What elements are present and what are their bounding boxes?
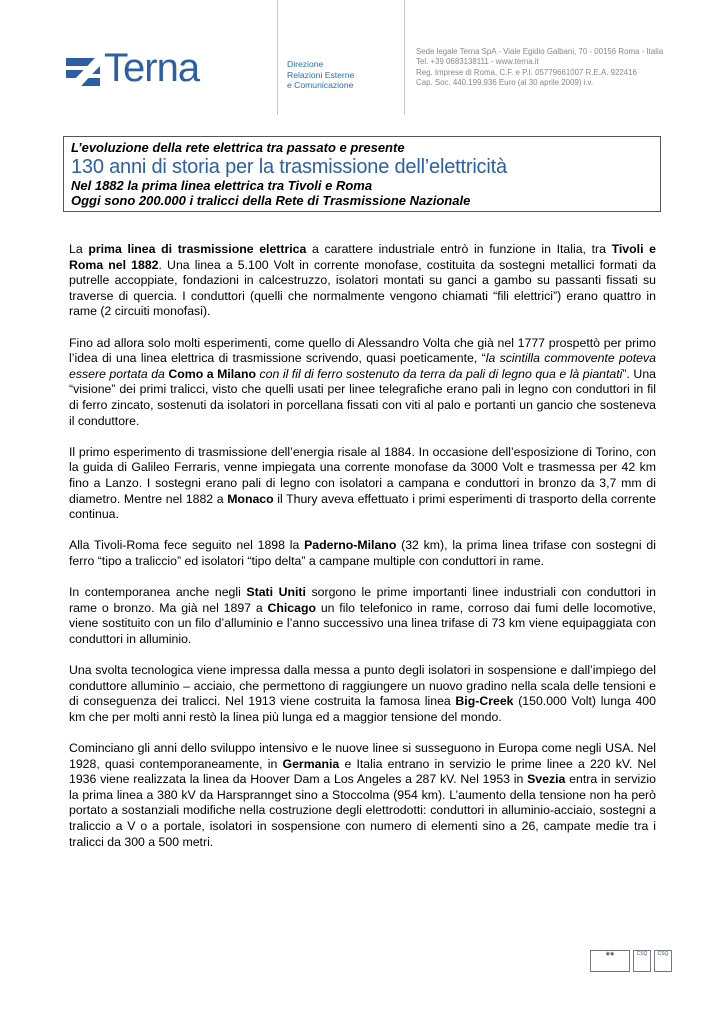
bold-text: prima linea di trasmissione elettrica — [88, 242, 307, 256]
headline-subtitle: Nel 1882 la prima linea elettrica tra Tivoli e Roma — [71, 177, 373, 193]
text-run: entra in servizio la prima linea a 380 kV da Harsprannget sino a Stoccolma (954 km). L’aumento della tensione non ha però portato a sostanziali modifiche nella costruzione degli elettrodotti: conduttori in alluminio-acciaio, sostegni a traliccio a V o a portale, isolatori in sospensione con numero di elementi sino a 26, campate medie tra i tralicci da 300 a 500 metri. — [69, 772, 656, 849]
text-run: Fino ad allora solo molti esperimenti, come quello di Alessandro Volta che già nel 1777 prospettò per primo l’idea di una linea elettrica di trasmissione scrivendo, quasi poeticamente, “ — [69, 335, 656, 366]
text-run: Una svolta tecnologica viene impressa dalla messa a punto degli isolatori in sospensione e dall’impiego del conduttore alluminio – acciaio, che permettono di raggiungere un nuovo gradino nella scala delle tensioni e di conseguenza dei tralicci. Nel 1913 viene costruita la famosa linea — [69, 663, 656, 709]
bold-text: Como a Milano — [168, 366, 257, 381]
text-run: La — [69, 242, 89, 256]
certification-badge-icon: ◉◉ — [590, 950, 630, 972]
article-paragraph — [69, 663, 656, 725]
bold-text: Svezia — [527, 772, 566, 787]
text-run: Il primo esperimento di trasmissione dell’energia risale al 1884. In occasione dell’esposizione di Torino, con la guida di Galileo Ferraris, venne impiegata una corrente monofase da 3000 Volt e trasmessa per 42 km fino a Lanzo. I sostegni erano pali di legno con isolatori a campana e conduttori in bronzo da 3,7 mm di diametro. Mentre nel 1882 a — [69, 444, 656, 506]
bold-text: Chicago — [267, 600, 316, 615]
legal-line: Reg. Imprese di Roma, C.F. e P.I. 05779661007 R.E.A. 922416 — [416, 67, 637, 77]
bold-text: Paderno-Milano — [304, 538, 397, 553]
text-run: a carattere industriale entrò in funzione in Italia, tra — [306, 242, 612, 256]
bold-text: Big-Creek — [455, 694, 514, 709]
article-paragraph — [69, 445, 656, 523]
article-paragraph — [69, 585, 656, 647]
text-run: e Italia entrano in servizio le prime linee a 220 kV. Nel 1936 viene realizzata la linea da Hoover Dam a Los Angeles a 287 kV. Nel 1953 in — [69, 756, 656, 787]
text-run: ”. Una “visione” dei primi tralicci, visto che quelli usati per linee telegrafiche erano pali in legno con conduttori in fil di ferro zincato, sostenuti da isolatori in porcellana fissati con viti al palo e portanti un gancio che sosteneva il conduttore. — [69, 366, 656, 428]
legal-line: Sede legale Terna SpA - Viale Egidio Galbani, 70 - 00156 Roma - Italia — [416, 47, 664, 56]
department-line: e Comunicazione — [287, 80, 354, 90]
text-run: Alla Tivoli-Roma fece seguito nel 1898 la — [69, 538, 305, 553]
article-paragraph — [69, 242, 656, 320]
article-body — [69, 242, 656, 866]
department-line: Direzione — [287, 59, 324, 69]
text-run: (150.000 Volt) lunga 400 km che per molti anni restò la linea più lunga ed a maggior tensione del mondo. — [69, 694, 656, 724]
legal-line: Tel. +39 0683138111 - www.terna.it — [416, 57, 539, 67]
article-paragraph — [69, 741, 656, 850]
certification-label: CSQ — [657, 951, 669, 957]
text-run: sorgono le prime importanti linee industriali con conduttori in rame o bronzo. Ma già nel 1897 a — [69, 585, 656, 615]
article-paragraph — [69, 538, 656, 569]
certification-logos — [590, 950, 672, 976]
text-run: un filo telefonico in rame, corroso dai fumi delle locomotive, viene sostituito con un filo d’alluminio e l’anno successivo una linea trifase di 73 km viene equipaggiata con conduttori in alluminio. — [69, 600, 656, 646]
text-run: (32 km), la prima linea trifase con sostegni di ferro “tipo a traliccio” ed isolatori “tipo delta” a campane multiple con conduttori in rame. — [69, 538, 656, 568]
brand-name: Terna — [104, 46, 200, 90]
legal-line: Cap. Soc. 440.199.936 Euro (al 30 aprile 2009) i.v. — [416, 77, 594, 87]
bold-text: Monaco — [227, 491, 274, 506]
certification-badge — [633, 950, 651, 972]
terna-logo — [66, 46, 226, 90]
header-divider-left — [277, 0, 278, 115]
headline-subtitle: Oggi sono 200.000 i tralicci della Rete di Trasmissione Nazionale — [71, 193, 471, 208]
italic-text: la scintilla commovente poteva essere portata da — [69, 351, 656, 381]
certification-label: CSQ — [636, 951, 648, 957]
headline-kicker: L’evoluzione della rete elettrica tra passato e presente — [71, 140, 405, 155]
text-run: In contemporanea anche negli — [69, 585, 247, 600]
header-divider-right — [404, 0, 405, 115]
text-run: il Thury aveva effettuato i primi esperimenti di trasporto della corrente continua. — [69, 491, 657, 522]
headline-title: 130 anni di storia per la trasmissione dell’elettricità — [71, 155, 507, 178]
certification-badge — [654, 950, 672, 972]
article-paragraph — [69, 336, 656, 430]
bold-text: Germania — [282, 756, 340, 771]
legal-info — [416, 47, 663, 88]
headline-box — [63, 136, 661, 212]
bold-text: Stati Uniti — [246, 585, 306, 600]
bold-text: Tivoli e Roma nel 1882 — [69, 242, 656, 272]
text-run: Cominciano gli anni dello sviluppo intensivo e le nuove linee si susseguono in Europa come negli USA. Nel 1928, quasi contemporaneamente, in — [69, 741, 656, 771]
text-run: . Una linea a 5.100 Volt in corrente monofase, costituita da sostegni metallici formati da putrelle accoppiate, fondazioni in calcestruzzo, isolatori montati su ganci a gambo su passanti fissati su traverse di quercia. I conduttori (quelli che normalmente vengono chiamati “fili elettrici”) erano quattro in rame (2 circuiti monofasi). — [69, 257, 656, 319]
italic-text: con il fil di ferro sostenuto da terra da pali di legno qua e là piantati — [256, 366, 623, 381]
department-line: Relazioni Esterne — [287, 69, 355, 80]
department-label — [287, 59, 354, 91]
